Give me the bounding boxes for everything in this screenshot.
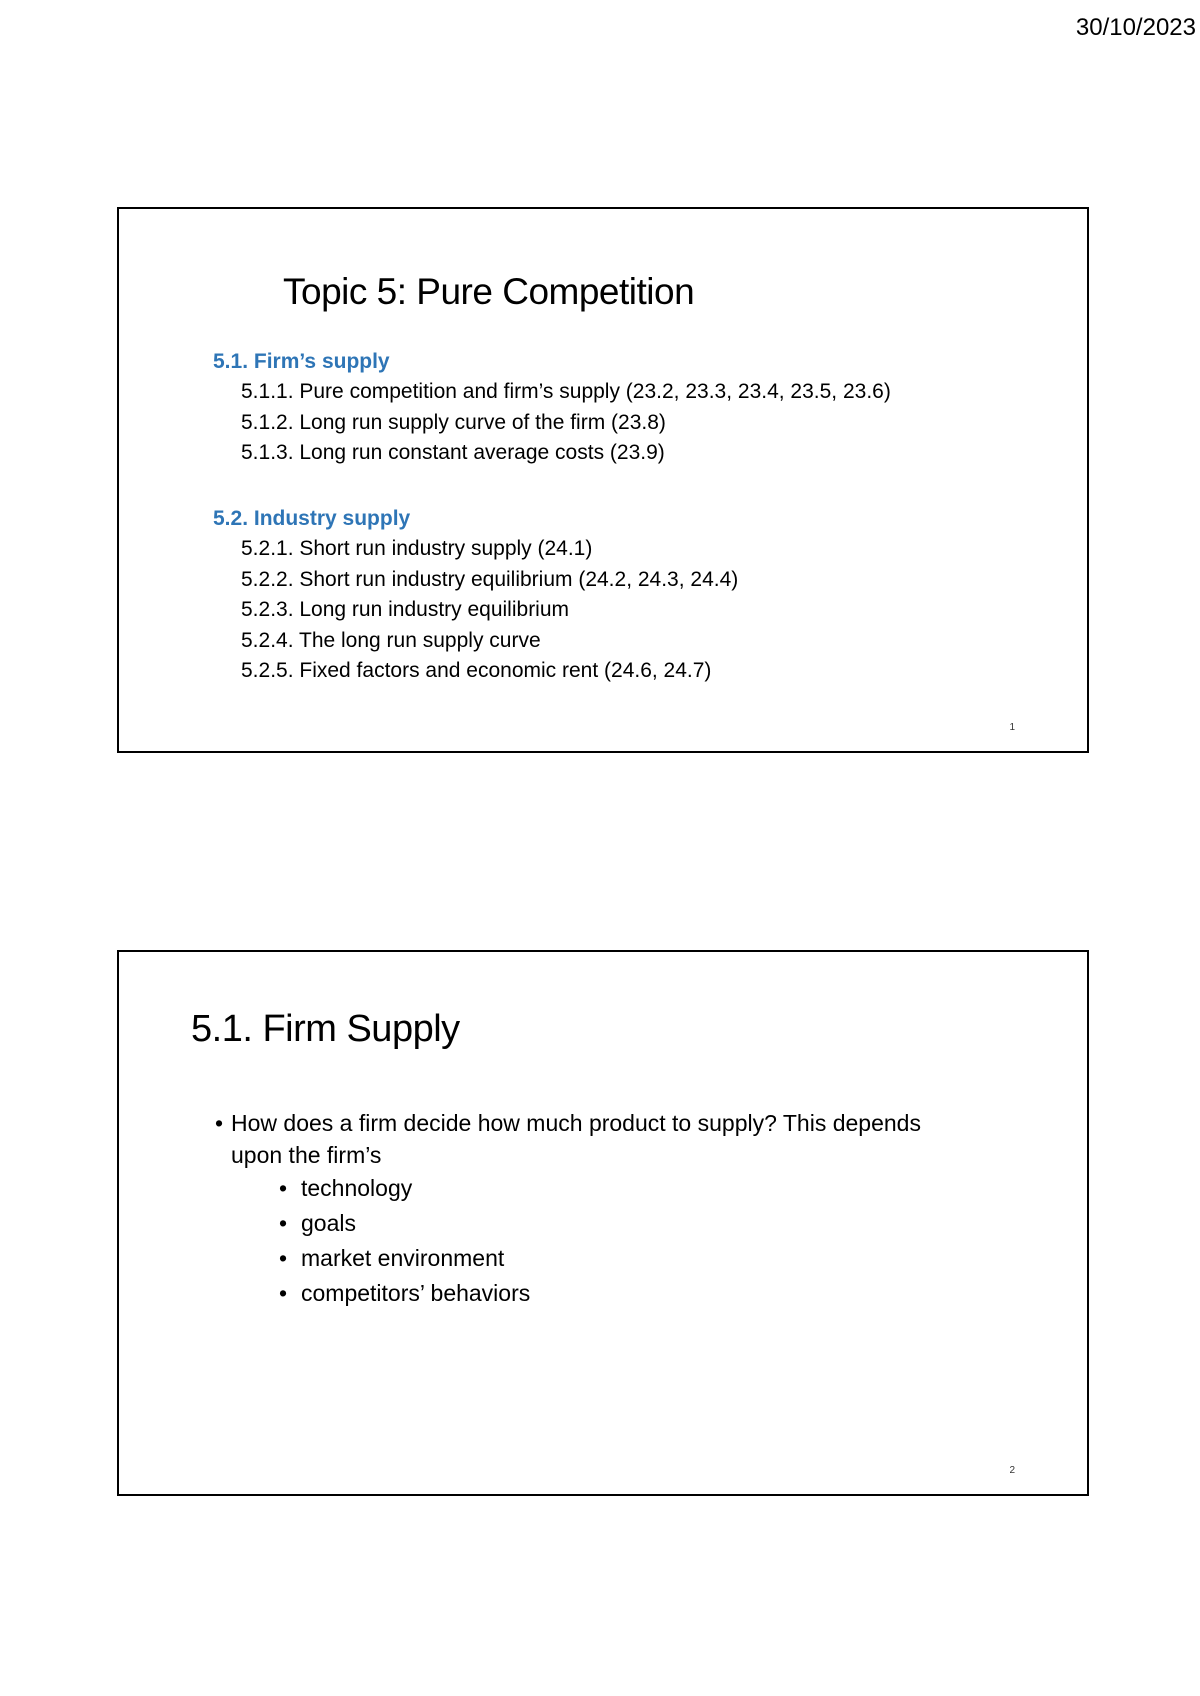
sub-bullet-text: competitors’ behaviors: [301, 1280, 531, 1306]
slide-title: 5.1. Firm Supply: [191, 1008, 460, 1050]
sub-bullet-text: market environment: [301, 1245, 505, 1271]
subsection-list: [213, 377, 1033, 469]
subsection-list: [213, 534, 1033, 687]
section-firms-supply: [213, 347, 1033, 469]
sub-bullet-text: goals: [301, 1210, 356, 1236]
bullet-icon: •: [215, 1110, 224, 1136]
list-item: 5.2.3. Long run industry equilibrium: [241, 598, 570, 621]
bullet-icon: •: [279, 1210, 288, 1236]
list-item: 5.1.2. Long run supply curve of the firm (23.8): [241, 410, 666, 434]
section-industry-supply: [213, 504, 1033, 687]
sub-bullet-item: [277, 1171, 935, 1206]
list-item: 5.2.4. The long run supply curve: [241, 628, 541, 652]
slide-title: Topic 5: Pure Competition: [283, 271, 695, 312]
sub-bullet-item: [277, 1241, 935, 1276]
list-item: 5.2.5. Fixed factors and economic rent (24.6, 24.7): [241, 659, 712, 682]
slide-body: [215, 1107, 935, 1311]
bullet-icon: •: [279, 1175, 288, 1201]
list-item: 5.2.2. Short run industry equilibrium (24.2, 24.3, 24.4): [241, 567, 739, 591]
slide-1: [117, 207, 1089, 753]
sub-bullet-item: [277, 1276, 935, 1311]
bullet-point: [215, 1107, 935, 1171]
section-heading: 5.1. Firm’s supply: [213, 350, 390, 373]
bullet-icon: •: [279, 1245, 288, 1271]
list-item: 5.1.1. Pure competition and firm’s supply (23.2, 23.3, 23.4, 23.5, 23.6): [241, 380, 891, 403]
slide-2: [117, 950, 1089, 1496]
sub-bullet-text: technology: [301, 1175, 413, 1201]
list-item: 5.1.3. Long run constant average costs (23.9): [241, 441, 665, 464]
slide-number: 2: [1009, 1465, 1015, 1476]
section-heading: 5.2. Industry supply: [213, 507, 411, 530]
page-date: 30/10/2023: [1075, 14, 1196, 41]
slide-number: 1: [1009, 722, 1015, 733]
list-item: 5.2.1. Short run industry supply (24.1): [241, 537, 593, 560]
bullet-text: How does a firm decide how much product to supply? This depends upon the firm’s: [231, 1110, 921, 1168]
sub-bullet-list: [215, 1171, 935, 1311]
sub-bullet-item: [277, 1206, 935, 1241]
bullet-icon: •: [279, 1280, 288, 1306]
